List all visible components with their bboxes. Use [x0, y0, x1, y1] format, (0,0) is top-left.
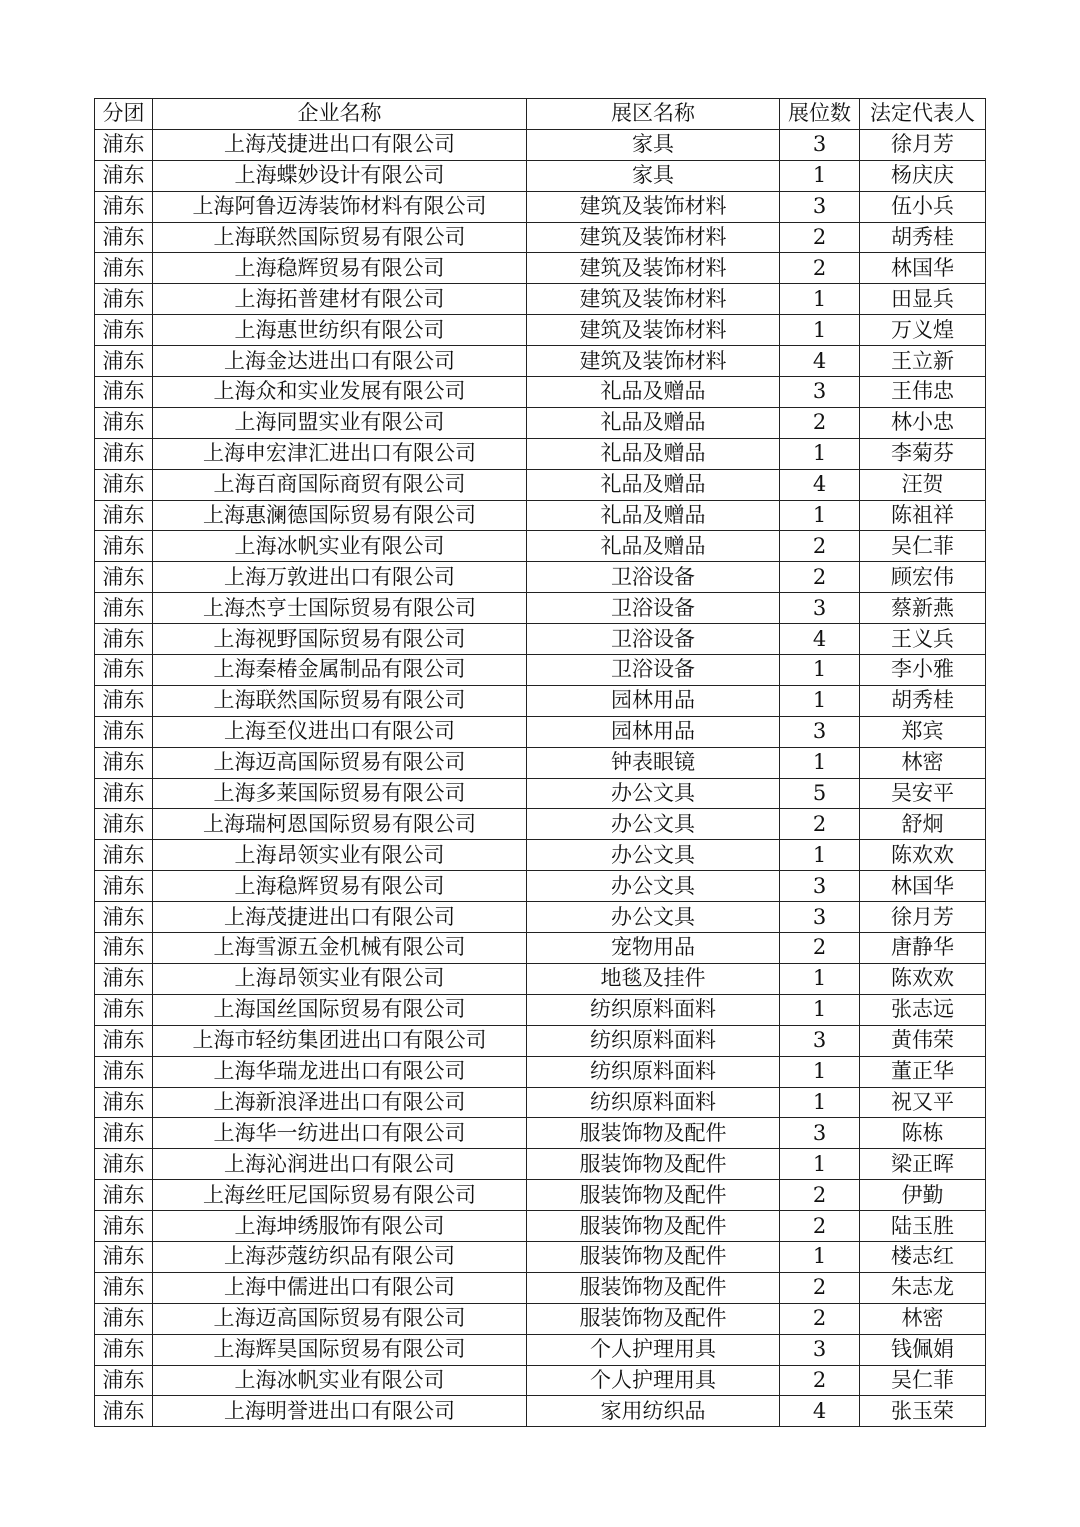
cell-group: 浦东 — [95, 1180, 153, 1211]
cell-exhibit-area: 园林用品 — [527, 716, 780, 747]
cell-exhibit-area: 建筑及装饰材料 — [527, 346, 780, 377]
table-row — [95, 1334, 986, 1365]
cell-booth-count: 1 — [780, 963, 860, 994]
cell-legal-representative: 张志远 — [860, 994, 986, 1025]
cell-exhibit-area: 卫浴设备 — [527, 655, 780, 686]
cell-legal-representative: 顾宏伟 — [860, 562, 986, 593]
cell-booth-count: 1 — [780, 685, 860, 716]
cell-legal-representative: 王伟忠 — [860, 377, 986, 408]
cell-company-name: 上海冰帆实业有限公司 — [153, 1365, 527, 1396]
cell-legal-representative: 董正华 — [860, 1056, 986, 1087]
cell-company-name: 上海稳辉贸易有限公司 — [153, 871, 527, 902]
exhibitor-table — [94, 98, 986, 1427]
cell-company-name: 上海辉昊国际贸易有限公司 — [153, 1334, 527, 1365]
cell-booth-count: 3 — [780, 1025, 860, 1056]
cell-booth-count: 3 — [780, 129, 860, 160]
table-row — [95, 1365, 986, 1396]
cell-company-name: 上海至仪进出口有限公司 — [153, 716, 527, 747]
cell-booth-count: 1 — [780, 994, 860, 1025]
cell-legal-representative: 祝又平 — [860, 1087, 986, 1118]
cell-exhibit-area: 办公文具 — [527, 840, 780, 871]
cell-exhibit-area: 建筑及装饰材料 — [527, 315, 780, 346]
table-row — [95, 624, 986, 655]
cell-exhibit-area: 礼品及赠品 — [527, 531, 780, 562]
cell-company-name: 上海雪源五金机械有限公司 — [153, 933, 527, 964]
cell-exhibit-area: 建筑及装饰材料 — [527, 191, 780, 222]
cell-legal-representative: 钱佩娟 — [860, 1334, 986, 1365]
cell-group: 浦东 — [95, 315, 153, 346]
cell-company-name: 上海百商国际商贸有限公司 — [153, 469, 527, 500]
table-row — [95, 655, 986, 686]
cell-legal-representative: 吴仁菲 — [860, 531, 986, 562]
cell-company-name: 上海惠澜德国际贸易有限公司 — [153, 500, 527, 531]
cell-group: 浦东 — [95, 747, 153, 778]
cell-group: 浦东 — [95, 500, 153, 531]
cell-legal-representative: 伍小兵 — [860, 191, 986, 222]
table-row — [95, 377, 986, 408]
cell-company-name: 上海市轻纺集团进出口有限公司 — [153, 1025, 527, 1056]
cell-exhibit-area: 卫浴设备 — [527, 562, 780, 593]
cell-company-name: 上海沁润进出口有限公司 — [153, 1149, 527, 1180]
table-row — [95, 871, 986, 902]
cell-legal-representative: 万义煌 — [860, 315, 986, 346]
cell-legal-representative: 徐月芳 — [860, 902, 986, 933]
cell-company-name: 上海视野国际贸易有限公司 — [153, 624, 527, 655]
table-row — [95, 1056, 986, 1087]
cell-group: 浦东 — [95, 1056, 153, 1087]
header-legal-representative: 法定代表人 — [860, 99, 986, 130]
cell-exhibit-area: 纺织原料面料 — [527, 994, 780, 1025]
cell-group: 浦东 — [95, 1272, 153, 1303]
cell-booth-count: 5 — [780, 778, 860, 809]
cell-exhibit-area: 家具 — [527, 160, 780, 191]
cell-exhibit-area: 服装饰物及配件 — [527, 1303, 780, 1334]
cell-legal-representative: 王义兵 — [860, 624, 986, 655]
cell-legal-representative: 林密 — [860, 747, 986, 778]
cell-company-name: 上海申宏津汇进出口有限公司 — [153, 438, 527, 469]
cell-exhibit-area: 礼品及赠品 — [527, 407, 780, 438]
table-row — [95, 963, 986, 994]
cell-group: 浦东 — [95, 685, 153, 716]
cell-booth-count: 3 — [780, 191, 860, 222]
cell-company-name: 上海稳辉贸易有限公司 — [153, 253, 527, 284]
cell-booth-count: 3 — [780, 902, 860, 933]
table-row — [95, 500, 986, 531]
table-row — [95, 407, 986, 438]
cell-company-name: 上海迈高国际贸易有限公司 — [153, 1303, 527, 1334]
cell-booth-count: 2 — [780, 1272, 860, 1303]
cell-group: 浦东 — [95, 963, 153, 994]
cell-group: 浦东 — [95, 562, 153, 593]
table-row — [95, 469, 986, 500]
cell-group: 浦东 — [95, 593, 153, 624]
cell-exhibit-area: 建筑及装饰材料 — [527, 284, 780, 315]
cell-exhibit-area: 办公文具 — [527, 871, 780, 902]
table-row — [95, 315, 986, 346]
table-row — [95, 840, 986, 871]
cell-legal-representative: 胡秀桂 — [860, 222, 986, 253]
cell-legal-representative: 林国华 — [860, 871, 986, 902]
cell-group: 浦东 — [95, 871, 153, 902]
cell-group: 浦东 — [95, 1303, 153, 1334]
table-row — [95, 1272, 986, 1303]
cell-booth-count: 3 — [780, 871, 860, 902]
cell-legal-representative: 陈栋 — [860, 1118, 986, 1149]
cell-group: 浦东 — [95, 284, 153, 315]
cell-group: 浦东 — [95, 1241, 153, 1272]
table-row — [95, 902, 986, 933]
cell-group: 浦东 — [95, 222, 153, 253]
cell-booth-count: 2 — [780, 1211, 860, 1242]
cell-legal-representative: 伊勤 — [860, 1180, 986, 1211]
cell-legal-representative: 胡秀桂 — [860, 685, 986, 716]
cell-group: 浦东 — [95, 253, 153, 284]
cell-group: 浦东 — [95, 778, 153, 809]
cell-company-name: 上海坤绣服饰有限公司 — [153, 1211, 527, 1242]
cell-group: 浦东 — [95, 1211, 153, 1242]
table-row — [95, 438, 986, 469]
cell-booth-count: 3 — [780, 377, 860, 408]
cell-company-name: 上海新浪泽进出口有限公司 — [153, 1087, 527, 1118]
cell-booth-count: 2 — [780, 1180, 860, 1211]
table-row — [95, 346, 986, 377]
cell-company-name: 上海蝶妙设计有限公司 — [153, 160, 527, 191]
cell-booth-count: 1 — [780, 1087, 860, 1118]
header-booth-count: 展位数 — [780, 99, 860, 130]
table-row — [95, 747, 986, 778]
cell-booth-count: 1 — [780, 1056, 860, 1087]
cell-exhibit-area: 服装饰物及配件 — [527, 1180, 780, 1211]
cell-booth-count: 2 — [780, 1303, 860, 1334]
cell-exhibit-area: 个人护理用具 — [527, 1365, 780, 1396]
cell-company-name: 上海万敦进出口有限公司 — [153, 562, 527, 593]
cell-booth-count: 1 — [780, 1241, 860, 1272]
table-row — [95, 160, 986, 191]
cell-company-name: 上海联然国际贸易有限公司 — [153, 685, 527, 716]
cell-company-name: 上海同盟实业有限公司 — [153, 407, 527, 438]
cell-company-name: 上海丝旺尼国际贸易有限公司 — [153, 1180, 527, 1211]
cell-exhibit-area: 个人护理用具 — [527, 1334, 780, 1365]
cell-exhibit-area: 礼品及赠品 — [527, 377, 780, 408]
cell-exhibit-area: 服装饰物及配件 — [527, 1149, 780, 1180]
cell-exhibit-area: 礼品及赠品 — [527, 500, 780, 531]
cell-legal-representative: 王立新 — [860, 346, 986, 377]
cell-legal-representative: 徐月芳 — [860, 129, 986, 160]
cell-booth-count: 1 — [780, 840, 860, 871]
cell-company-name: 上海昂领实业有限公司 — [153, 963, 527, 994]
cell-group: 浦东 — [95, 716, 153, 747]
cell-group: 浦东 — [95, 994, 153, 1025]
cell-group: 浦东 — [95, 160, 153, 191]
cell-group: 浦东 — [95, 1118, 153, 1149]
cell-company-name: 上海联然国际贸易有限公司 — [153, 222, 527, 253]
cell-booth-count: 1 — [780, 500, 860, 531]
cell-exhibit-area: 家用纺织品 — [527, 1396, 780, 1427]
table-row — [95, 562, 986, 593]
table-row — [95, 1118, 986, 1149]
cell-legal-representative: 梁正晖 — [860, 1149, 986, 1180]
cell-group: 浦东 — [95, 655, 153, 686]
cell-exhibit-area: 服装饰物及配件 — [527, 1118, 780, 1149]
cell-legal-representative: 林密 — [860, 1303, 986, 1334]
header-company-name: 企业名称 — [153, 99, 527, 130]
cell-booth-count: 4 — [780, 469, 860, 500]
cell-booth-count: 2 — [780, 562, 860, 593]
cell-exhibit-area: 卫浴设备 — [527, 624, 780, 655]
cell-booth-count: 2 — [780, 222, 860, 253]
cell-group: 浦东 — [95, 1396, 153, 1427]
cell-booth-count: 3 — [780, 1334, 860, 1365]
table-row — [95, 253, 986, 284]
cell-exhibit-area: 建筑及装饰材料 — [527, 222, 780, 253]
cell-exhibit-area: 办公文具 — [527, 809, 780, 840]
cell-group: 浦东 — [95, 1334, 153, 1365]
cell-company-name: 上海茂捷进出口有限公司 — [153, 129, 527, 160]
table-row — [95, 593, 986, 624]
cell-legal-representative: 林小忠 — [860, 407, 986, 438]
cell-exhibit-area: 服装饰物及配件 — [527, 1241, 780, 1272]
cell-group: 浦东 — [95, 407, 153, 438]
table-row — [95, 994, 986, 1025]
cell-company-name: 上海众和实业发展有限公司 — [153, 377, 527, 408]
cell-legal-representative: 陈祖祥 — [860, 500, 986, 531]
cell-legal-representative: 朱志龙 — [860, 1272, 986, 1303]
cell-legal-representative: 吴安平 — [860, 778, 986, 809]
cell-booth-count: 3 — [780, 593, 860, 624]
cell-company-name: 上海金达进出口有限公司 — [153, 346, 527, 377]
cell-legal-representative: 李菊芬 — [860, 438, 986, 469]
cell-legal-representative: 张玉荣 — [860, 1396, 986, 1427]
cell-exhibit-area: 服装饰物及配件 — [527, 1211, 780, 1242]
cell-booth-count: 2 — [780, 933, 860, 964]
cell-booth-count: 2 — [780, 253, 860, 284]
cell-company-name: 上海莎蔻纺织品有限公司 — [153, 1241, 527, 1272]
table-row — [95, 685, 986, 716]
table-row — [95, 531, 986, 562]
cell-booth-count: 4 — [780, 624, 860, 655]
cell-booth-count: 2 — [780, 531, 860, 562]
cell-booth-count: 1 — [780, 438, 860, 469]
table-row — [95, 191, 986, 222]
table-row — [95, 284, 986, 315]
cell-company-name: 上海拓普建材有限公司 — [153, 284, 527, 315]
table-row — [95, 1025, 986, 1056]
table-row — [95, 1149, 986, 1180]
cell-legal-representative: 李小雅 — [860, 655, 986, 686]
cell-booth-count: 1 — [780, 655, 860, 686]
cell-legal-representative: 林国华 — [860, 253, 986, 284]
cell-company-name: 上海多莱国际贸易有限公司 — [153, 778, 527, 809]
cell-company-name: 上海昂领实业有限公司 — [153, 840, 527, 871]
header-exhibit-area: 展区名称 — [527, 99, 780, 130]
cell-exhibit-area: 办公文具 — [527, 902, 780, 933]
table-row — [95, 1087, 986, 1118]
cell-legal-representative: 唐静华 — [860, 933, 986, 964]
cell-legal-representative: 黄伟荣 — [860, 1025, 986, 1056]
cell-company-name: 上海瑞柯恩国际贸易有限公司 — [153, 809, 527, 840]
cell-exhibit-area: 纺织原料面料 — [527, 1056, 780, 1087]
cell-exhibit-area: 纺织原料面料 — [527, 1025, 780, 1056]
table-row — [95, 933, 986, 964]
table-row — [95, 222, 986, 253]
table-row — [95, 809, 986, 840]
cell-group: 浦东 — [95, 809, 153, 840]
table-header-row — [95, 99, 986, 130]
cell-company-name: 上海中儒进出口有限公司 — [153, 1272, 527, 1303]
table-row — [95, 1180, 986, 1211]
cell-company-name: 上海秦椿金属制品有限公司 — [153, 655, 527, 686]
cell-exhibit-area: 礼品及赠品 — [527, 438, 780, 469]
cell-booth-count: 3 — [780, 716, 860, 747]
cell-exhibit-area: 办公文具 — [527, 778, 780, 809]
cell-legal-representative: 汪贺 — [860, 469, 986, 500]
cell-group: 浦东 — [95, 129, 153, 160]
cell-group: 浦东 — [95, 624, 153, 655]
cell-group: 浦东 — [95, 377, 153, 408]
cell-company-name: 上海惠世纺织有限公司 — [153, 315, 527, 346]
cell-company-name: 上海杰亨士国际贸易有限公司 — [153, 593, 527, 624]
table-row — [95, 1303, 986, 1334]
cell-group: 浦东 — [95, 531, 153, 562]
cell-booth-count: 1 — [780, 747, 860, 778]
cell-booth-count: 3 — [780, 1118, 860, 1149]
table-row — [95, 1241, 986, 1272]
cell-exhibit-area: 园林用品 — [527, 685, 780, 716]
cell-company-name: 上海华瑞龙进出口有限公司 — [153, 1056, 527, 1087]
cell-company-name: 上海国丝国际贸易有限公司 — [153, 994, 527, 1025]
cell-group: 浦东 — [95, 1087, 153, 1118]
cell-exhibit-area: 纺织原料面料 — [527, 1087, 780, 1118]
cell-legal-representative: 陈欢欢 — [860, 963, 986, 994]
cell-group: 浦东 — [95, 469, 153, 500]
cell-exhibit-area: 服装饰物及配件 — [527, 1272, 780, 1303]
cell-exhibit-area: 钟表眼镜 — [527, 747, 780, 778]
cell-booth-count: 2 — [780, 407, 860, 438]
cell-company-name: 上海迈高国际贸易有限公司 — [153, 747, 527, 778]
cell-exhibit-area: 礼品及赠品 — [527, 469, 780, 500]
cell-legal-representative: 吴仁菲 — [860, 1365, 986, 1396]
table-row — [95, 1211, 986, 1242]
cell-legal-representative: 陈欢欢 — [860, 840, 986, 871]
cell-group: 浦东 — [95, 933, 153, 964]
cell-group: 浦东 — [95, 191, 153, 222]
cell-group: 浦东 — [95, 902, 153, 933]
cell-booth-count: 2 — [780, 809, 860, 840]
cell-booth-count: 1 — [780, 160, 860, 191]
cell-exhibit-area: 宠物用品 — [527, 933, 780, 964]
header-group: 分团 — [95, 99, 153, 130]
table-row — [95, 129, 986, 160]
cell-group: 浦东 — [95, 1365, 153, 1396]
cell-legal-representative: 楼志红 — [860, 1241, 986, 1272]
table-row — [95, 778, 986, 809]
cell-company-name: 上海茂捷进出口有限公司 — [153, 902, 527, 933]
cell-exhibit-area: 卫浴设备 — [527, 593, 780, 624]
cell-company-name: 上海明誉进出口有限公司 — [153, 1396, 527, 1427]
cell-company-name: 上海阿鲁迈涛装饰材料有限公司 — [153, 191, 527, 222]
cell-group: 浦东 — [95, 346, 153, 377]
cell-booth-count: 4 — [780, 1396, 860, 1427]
cell-legal-representative: 郑宾 — [860, 716, 986, 747]
cell-exhibit-area: 家具 — [527, 129, 780, 160]
cell-booth-count: 1 — [780, 1149, 860, 1180]
cell-exhibit-area: 建筑及装饰材料 — [527, 253, 780, 284]
cell-group: 浦东 — [95, 1149, 153, 1180]
table-row — [95, 716, 986, 747]
cell-legal-representative: 蔡新燕 — [860, 593, 986, 624]
cell-legal-representative: 杨庆庆 — [860, 160, 986, 191]
cell-exhibit-area: 地毯及挂件 — [527, 963, 780, 994]
cell-group: 浦东 — [95, 438, 153, 469]
cell-group: 浦东 — [95, 840, 153, 871]
cell-booth-count: 4 — [780, 346, 860, 377]
table-row — [95, 1396, 986, 1427]
cell-group: 浦东 — [95, 1025, 153, 1056]
cell-booth-count: 1 — [780, 315, 860, 346]
cell-legal-representative: 田显兵 — [860, 284, 986, 315]
cell-legal-representative: 舒炯 — [860, 809, 986, 840]
cell-booth-count: 1 — [780, 284, 860, 315]
cell-booth-count: 2 — [780, 1365, 860, 1396]
cell-company-name: 上海华一纺进出口有限公司 — [153, 1118, 527, 1149]
cell-legal-representative: 陆玉胜 — [860, 1211, 986, 1242]
cell-company-name: 上海冰帆实业有限公司 — [153, 531, 527, 562]
